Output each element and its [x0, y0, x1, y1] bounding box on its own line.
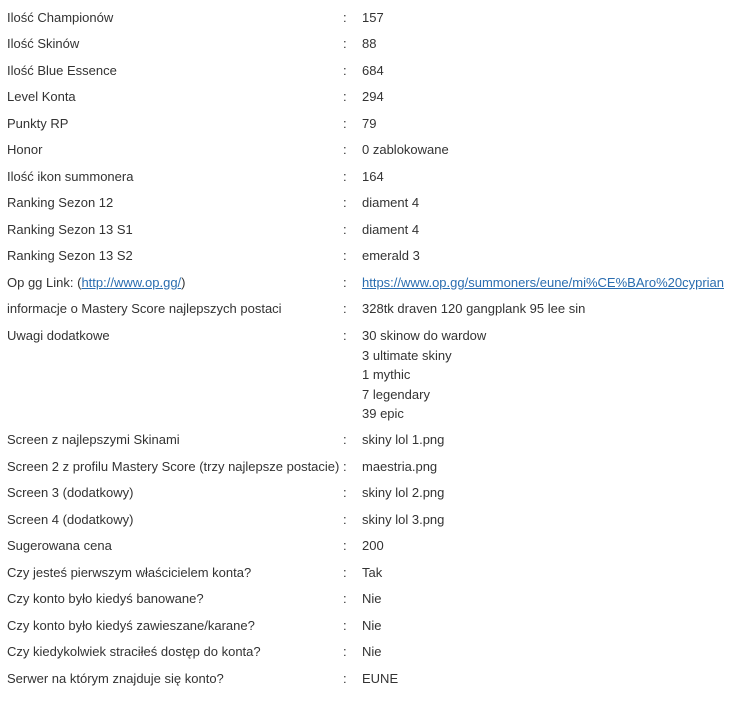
row-ranking-s13-s2	[0, 243, 736, 269]
row-screen-mastery	[0, 454, 736, 480]
row-value: 79	[362, 116, 377, 131]
row-value: Tak	[362, 565, 383, 580]
row-separator: :	[343, 89, 347, 104]
row-separator: :	[343, 644, 347, 659]
row-skins	[0, 31, 736, 57]
row-separator: :	[343, 222, 347, 237]
row-separator: :	[343, 10, 347, 25]
row-value: diament 4	[362, 195, 420, 210]
row-screen-4	[0, 507, 736, 533]
row-separator: :	[343, 275, 347, 290]
row-label: Serwer na którym znajduje się konto?	[7, 671, 224, 686]
row-lost-access	[0, 639, 736, 665]
row-label: Czy konto było kiedyś zawieszane/karane?	[7, 618, 255, 633]
row-label-suffix: )	[181, 275, 186, 290]
row-value: 157	[362, 10, 384, 25]
row-first-owner	[0, 560, 736, 586]
row-value: 684	[362, 63, 384, 78]
row-label: Punkty RP	[7, 116, 69, 131]
row-separator: :	[343, 36, 347, 51]
row-value: EUNE	[362, 671, 399, 686]
row-value: 200	[362, 538, 384, 553]
row-value: emerald 3	[362, 248, 420, 263]
opgg-home-link[interactable]: http://www.op.gg/	[81, 275, 182, 290]
row-value: skiny lol 3.png	[362, 512, 445, 527]
row-label: Screen 3 (dodatkowy)	[7, 485, 134, 500]
row-label: Honor	[7, 142, 43, 157]
row-value: 164	[362, 169, 384, 184]
row-separator: :	[343, 169, 347, 184]
note-line: 39 epic	[362, 406, 404, 421]
row-screen-skins	[0, 427, 736, 453]
row-opgg-link	[0, 270, 736, 296]
row-banned	[0, 586, 736, 612]
row-blue-essence	[0, 58, 736, 84]
row-value	[362, 270, 724, 296]
row-separator: :	[343, 485, 347, 500]
row-rp-points	[0, 111, 736, 137]
row-ranking-s13-s1	[0, 217, 736, 243]
row-value: maestria.png	[362, 459, 438, 474]
row-label: Uwagi dodatkowe	[7, 328, 110, 343]
row-summoner-icons	[0, 164, 736, 190]
row-label: Ilość Skinów	[7, 36, 80, 51]
row-label: Czy konto było kiedyś banowane?	[7, 591, 204, 606]
row-separator: :	[343, 328, 347, 343]
row-separator: :	[343, 63, 347, 78]
row-value: skiny lol 2.png	[362, 485, 445, 500]
row-label: Screen z najlepszymi Skinami	[7, 432, 180, 447]
row-label: Sugerowana cena	[7, 538, 112, 553]
note-line: 30 skinow do wardow	[362, 328, 487, 343]
row-separator: :	[343, 301, 347, 316]
row-value: 0 zablokowane	[362, 142, 449, 157]
row-separator: :	[343, 248, 347, 263]
row-separator: :	[343, 432, 347, 447]
row-label: Ranking Sezon 13 S1	[7, 222, 133, 237]
row-champions	[0, 5, 736, 31]
row-suggested-price	[0, 533, 736, 559]
row-separator: :	[343, 459, 347, 474]
row-account-level	[0, 84, 736, 110]
row-value	[362, 326, 486, 424]
row-value: diament 4	[362, 222, 420, 237]
row-additional-notes	[0, 323, 736, 427]
row-honor	[0, 137, 736, 163]
row-label: Czy jesteś pierwszym właścicielem konta?	[7, 565, 252, 580]
row-separator: :	[343, 565, 347, 580]
row-separator: :	[343, 116, 347, 131]
row-value: Nie	[362, 618, 382, 633]
row-separator: :	[343, 591, 347, 606]
row-label: Level Konta	[7, 89, 76, 104]
row-value: skiny lol 1.png	[362, 432, 445, 447]
row-label: Czy kiedykolwiek straciłeś dostęp do konta?	[7, 644, 261, 659]
row-separator: :	[343, 618, 347, 633]
row-server	[0, 666, 736, 692]
row-label-prefix: Op gg Link: (	[7, 275, 82, 290]
row-separator: :	[343, 671, 347, 686]
row-ranking-s12	[0, 190, 736, 216]
row-label: informacje o Mastery Score najlepszych postaci	[7, 301, 282, 316]
note-line: 1 mythic	[362, 367, 411, 382]
opgg-profile-link[interactable]: https://www.op.gg/summoners/eune/mi%CE%BAro%20cyprian	[362, 275, 724, 290]
note-line: 3 ultimate skiny	[362, 347, 452, 363]
row-screen-3	[0, 480, 736, 506]
row-separator: :	[343, 195, 347, 210]
row-label: Screen 4 (dodatkowy)	[7, 512, 134, 527]
row-value: Nie	[362, 644, 382, 659]
row-label	[7, 270, 186, 296]
row-value: 88	[362, 36, 377, 51]
row-separator: :	[343, 512, 347, 527]
row-value: 328tk draven 120 gangplank 95 lee sin	[362, 301, 586, 316]
row-label: Ilość Blue Essence	[7, 63, 117, 78]
row-value: Nie	[362, 591, 382, 606]
row-label: Ranking Sezon 13 S2	[7, 248, 133, 263]
note-line: 7 legendary	[362, 386, 430, 402]
row-separator: :	[343, 538, 347, 553]
row-label: Screen 2 z profilu Mastery Score (trzy najlepsze postacie)	[7, 459, 340, 474]
row-label: Ranking Sezon 12	[7, 195, 114, 210]
row-separator: :	[343, 142, 347, 157]
row-label: Ilość Championów	[7, 10, 114, 25]
row-value: 294	[362, 89, 384, 104]
row-suspended	[0, 613, 736, 639]
row-label: Ilość ikon summonera	[7, 169, 134, 184]
row-mastery-info	[0, 296, 736, 322]
